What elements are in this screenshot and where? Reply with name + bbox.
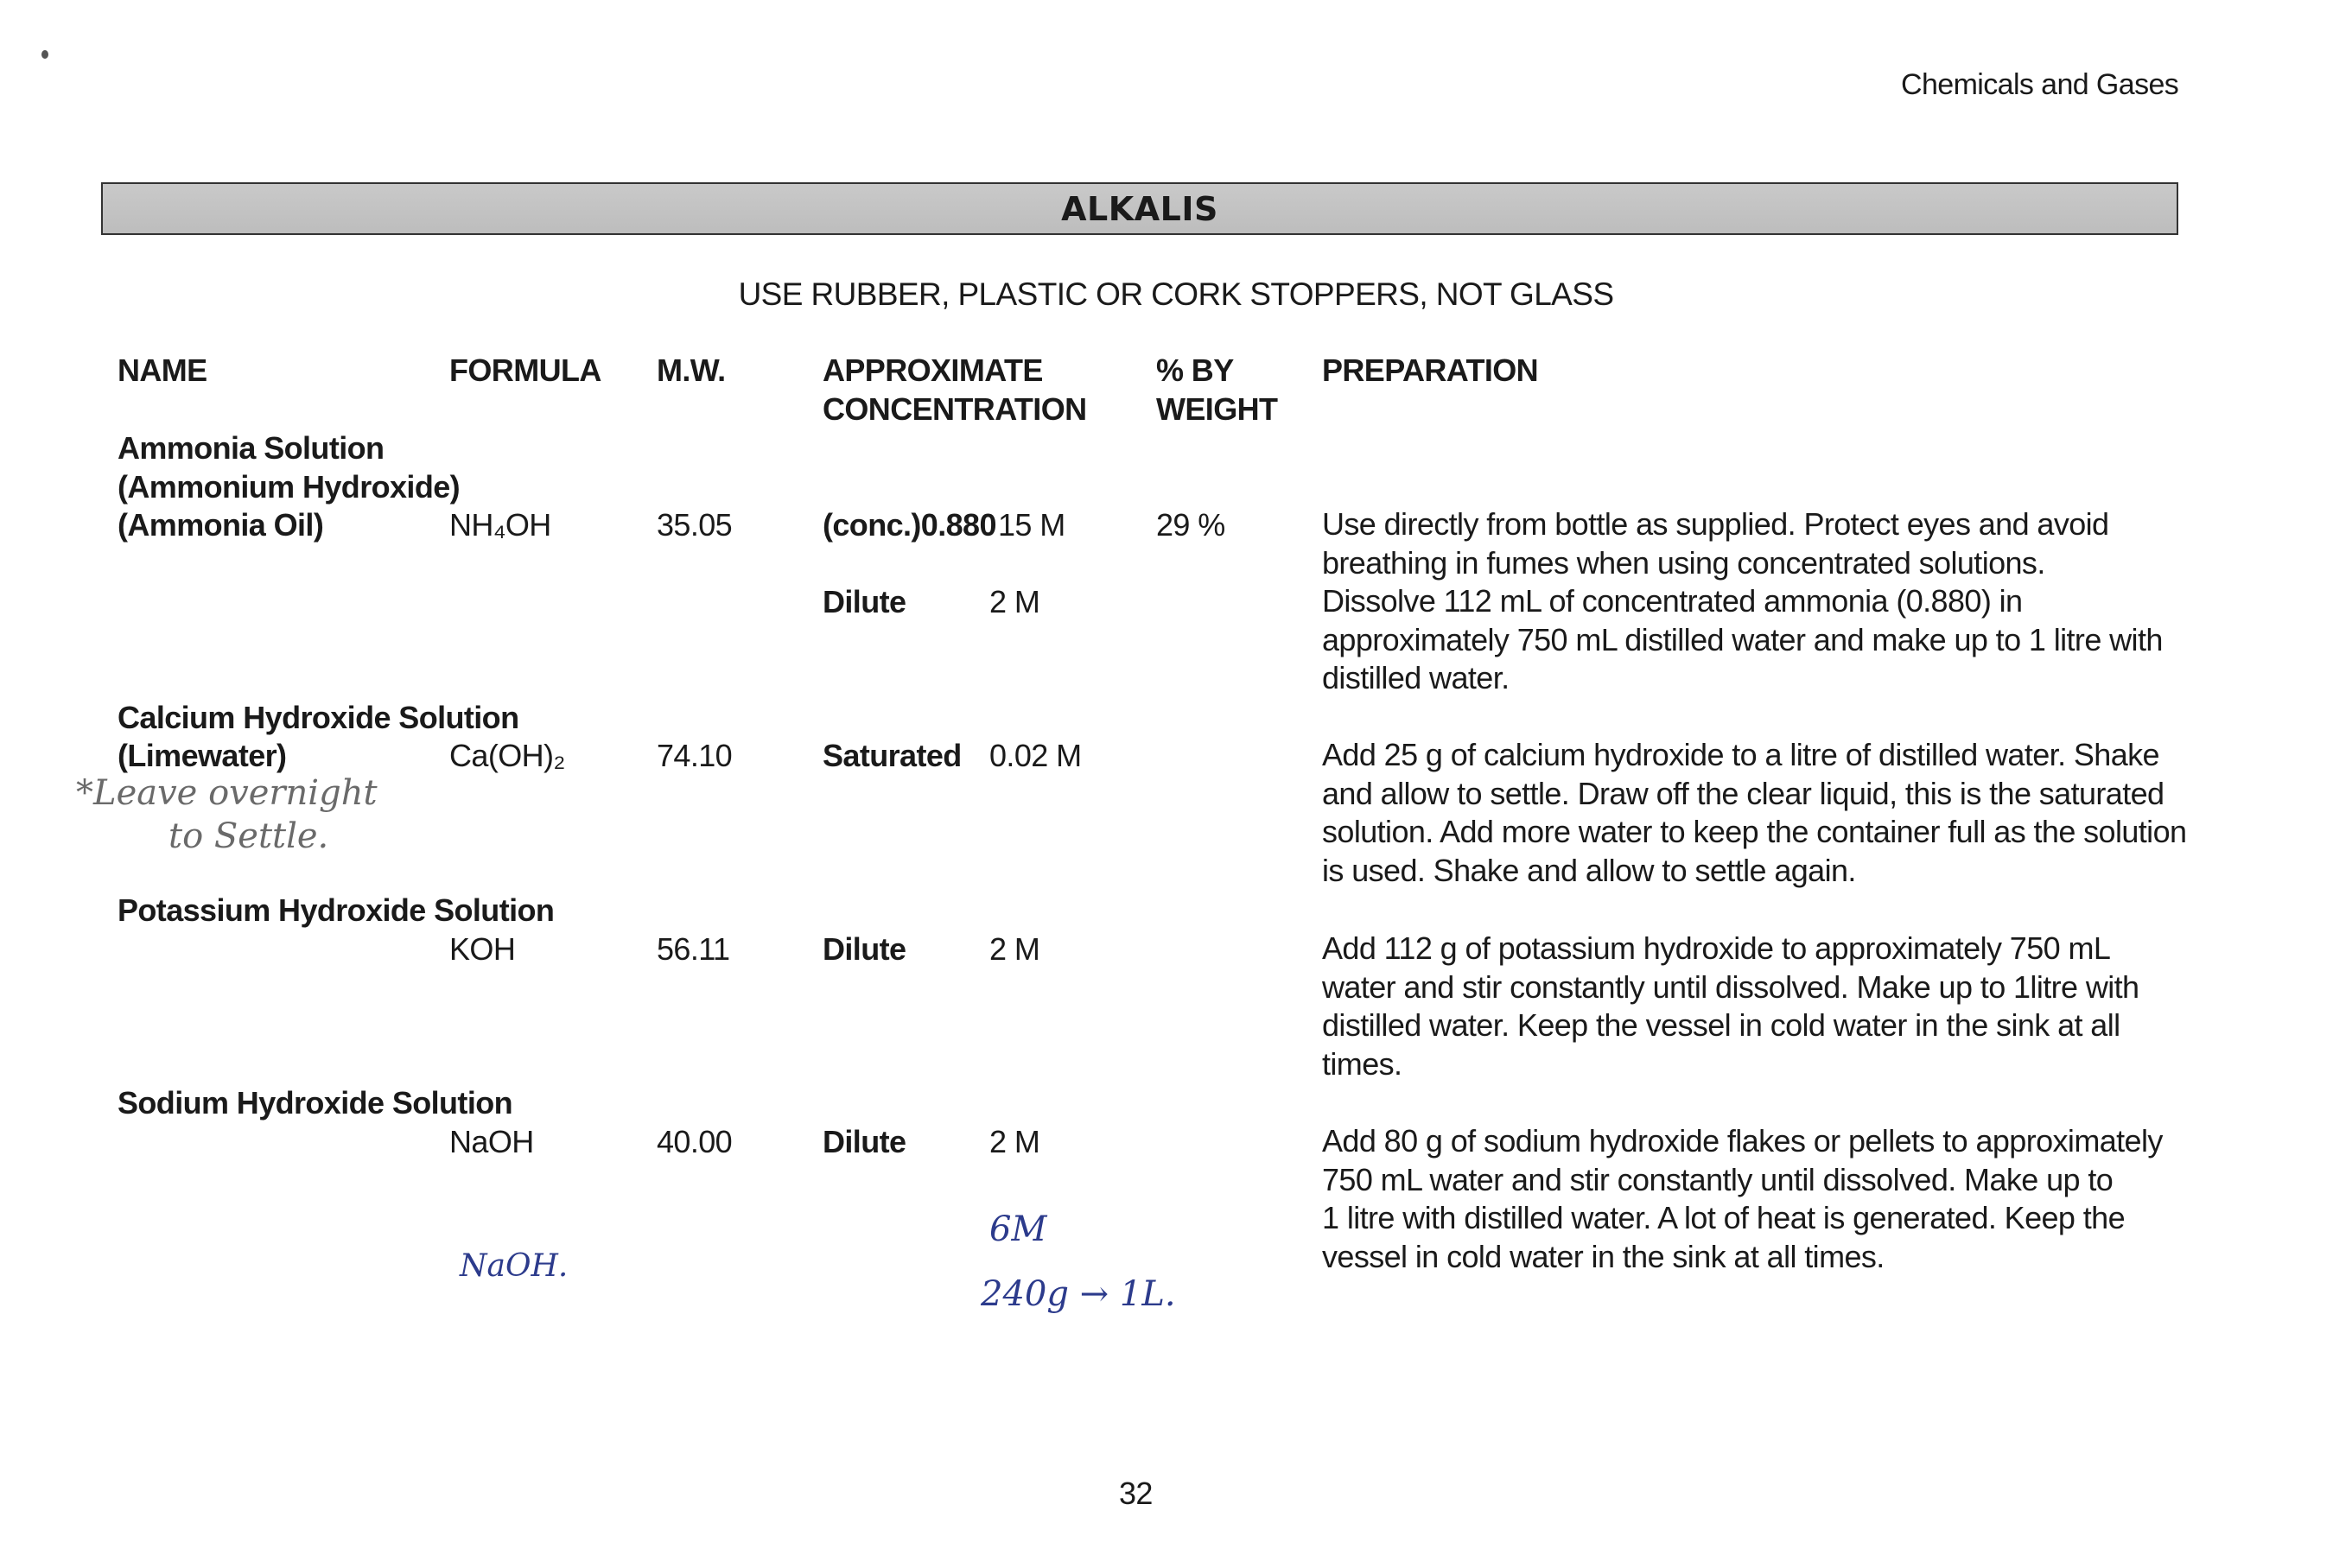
row-molarity: 15 M bbox=[998, 507, 1065, 543]
scan-speck bbox=[41, 50, 48, 59]
row-name-line: (Ammonium Hydroxide) bbox=[118, 469, 461, 505]
row-molarity: 2 M bbox=[989, 1124, 1040, 1159]
handwritten-note-line: to Settle. bbox=[168, 816, 329, 856]
section-title: ALKALIS bbox=[1061, 190, 1218, 228]
running-header: Chemicals and Gases bbox=[1901, 68, 2179, 101]
col-header-name: NAME bbox=[118, 352, 207, 388]
row-name-line: (Limewater) bbox=[118, 738, 287, 773]
row-percent: 29 % bbox=[1156, 507, 1225, 543]
row-preparation: Add 25 g of calcium hydroxide to a litre of distilled water. Shake and allow to settle. Draw off the clear liquid, this is the saturated solution. Add more water to keep the container full as the solution is used. Shake and allow to settle again. bbox=[1322, 737, 2187, 888]
handwritten-naoh: NaOH. bbox=[460, 1248, 569, 1284]
row-molarity: 0.02 M bbox=[989, 738, 1082, 773]
col-header-percent-1: % BY bbox=[1156, 352, 1234, 388]
handwritten-note-line: *Leave overnight bbox=[76, 773, 378, 813]
row-preparation: Use directly from bottle as supplied. Protect eyes and avoid breathing in fumes when using concentrated solutions. Dissolve 112 mL of concentrated ammonia (0.880) in approximately 750 mL distilled water and make up to 1 litre with distilled water. bbox=[1322, 506, 2163, 695]
row-conc-label: Dilute bbox=[823, 931, 906, 967]
row-formula: Ca(OH)₂ bbox=[449, 738, 565, 773]
row-molarity: 2 M bbox=[989, 931, 1040, 967]
col-header-preparation: PREPARATION bbox=[1322, 352, 1539, 388]
row-molarity: 2 M bbox=[989, 584, 1040, 619]
col-header-mw: M.W. bbox=[657, 352, 726, 388]
row-name-line: (Ammonia Oil) bbox=[118, 507, 324, 543]
row-conc-label: Dilute bbox=[823, 1124, 906, 1159]
row-conc-label: (conc.)0.880 bbox=[823, 507, 996, 543]
row-name-line: Calcium Hydroxide Solution bbox=[118, 700, 519, 735]
col-header-concentration-2: CONCENTRATION bbox=[823, 391, 1087, 427]
col-header-formula: FORMULA bbox=[449, 352, 601, 388]
row-formula: NaOH bbox=[449, 1124, 534, 1159]
row-mw: 40.00 bbox=[657, 1124, 733, 1159]
row-preparation: Add 112 g of potassium hydroxide to approximately 750 mL water and stir constantly until dissolved. Make up to 1litre with distilled water. Keep the vessel in cold water in the sink at all times. bbox=[1322, 930, 2139, 1082]
row-mw: 35.05 bbox=[657, 507, 733, 543]
row-preparation: Add 80 g of sodium hydroxide flakes or pellets to approximately 750 mL water and stir constantly until dissolved. Make up to 1 litre with distilled water. A lot of heat is generated. Keep the vessel in cold water in the sink at all times. bbox=[1322, 1123, 2163, 1274]
row-name-line: Potassium Hydroxide Solution bbox=[118, 892, 555, 928]
row-formula: NH₄OH bbox=[449, 507, 551, 543]
col-header-concentration-1: APPROXIMATE bbox=[823, 352, 1043, 388]
handwritten-six-molar-prep: 240g → 1L. bbox=[981, 1274, 1176, 1314]
row-conc-label: Saturated bbox=[823, 738, 962, 773]
stopper-note: USE RUBBER, PLASTIC OR CORK STOPPERS, NOT GLASS bbox=[738, 276, 1614, 312]
row-mw: 56.11 bbox=[657, 931, 730, 967]
handwritten-six-molar: 6M bbox=[989, 1209, 1047, 1249]
page-number: 32 bbox=[1119, 1476, 1153, 1511]
section-banner bbox=[101, 182, 2178, 235]
col-header-percent-2: WEIGHT bbox=[1156, 391, 1278, 427]
row-name-line: Sodium Hydroxide Solution bbox=[118, 1085, 513, 1120]
row-conc-label: Dilute bbox=[823, 584, 906, 619]
row-name-line: Ammonia Solution bbox=[118, 430, 385, 466]
row-mw: 74.10 bbox=[657, 738, 733, 773]
row-formula: KOH bbox=[449, 931, 516, 967]
